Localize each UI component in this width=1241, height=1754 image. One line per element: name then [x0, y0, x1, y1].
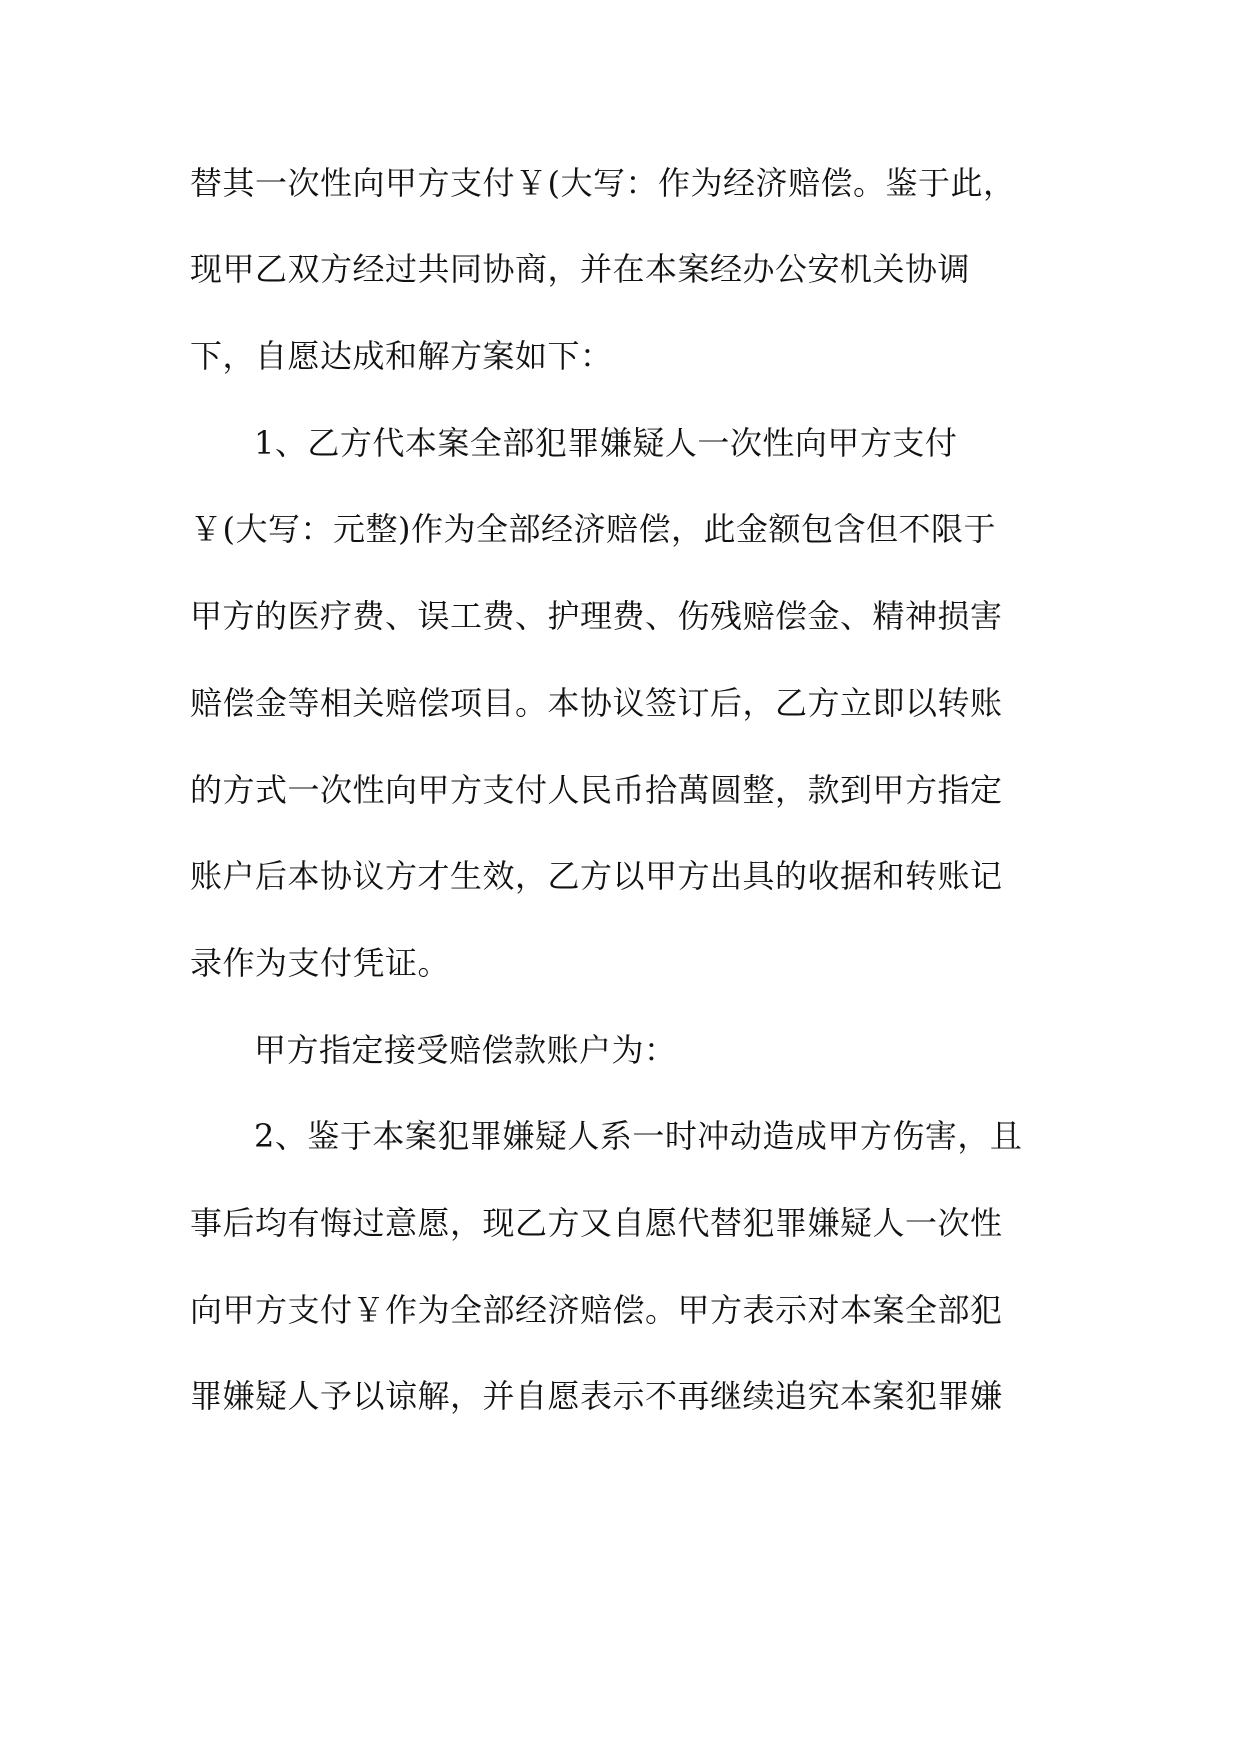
paragraph-line: 现甲乙双方经过共同协商，并在本案经办公安机关协调	[190, 250, 971, 288]
paragraph-line: 的方式一次性向甲方支付人民币拾萬圆整，款到甲方指定	[190, 771, 1003, 809]
paragraph-line: 甲方的医疗费、误工费、护理费、伤残赔偿金、精神损害	[190, 597, 1003, 635]
paragraph-line: ￥(大写：元整)作为全部经济赔偿，此金额包含但不限于	[190, 510, 996, 548]
paragraph-line: 向甲方支付￥作为全部经济赔偿。甲方表示对本案全部犯	[190, 1291, 1003, 1329]
paragraph-line: 甲方指定接受赔偿款账户为：	[254, 1031, 677, 1069]
paragraph-line: 赔偿金等相关赔偿项目。本协议签订后，乙方立即以转账	[190, 684, 1003, 722]
paragraph-line: 罪嫌疑人予以谅解，并自愿表示不再继续追究本案犯罪嫌	[190, 1377, 1003, 1415]
paragraph-line: 录作为支付凭证。	[190, 944, 451, 982]
paragraph-line: 1、乙方代本案全部犯罪嫌疑人一次性向甲方支付	[254, 424, 958, 462]
paragraph-line: 2、鉴于本案犯罪嫌疑人系一时冲动造成甲方伤害，且	[254, 1117, 1023, 1155]
paragraph-line: 下，自愿达成和解方案如下：	[190, 337, 613, 375]
paragraph-line: 替其一次性向甲方支付￥(大写：作为经济赔偿。鉴于此，	[190, 164, 1016, 202]
paragraph-line: 账户后本协议方才生效，乙方以甲方出具的收据和转账记	[190, 857, 1003, 895]
paragraph-line: 事后均有悔过意愿，现乙方又自愿代替犯罪嫌疑人一次性	[190, 1204, 1003, 1242]
